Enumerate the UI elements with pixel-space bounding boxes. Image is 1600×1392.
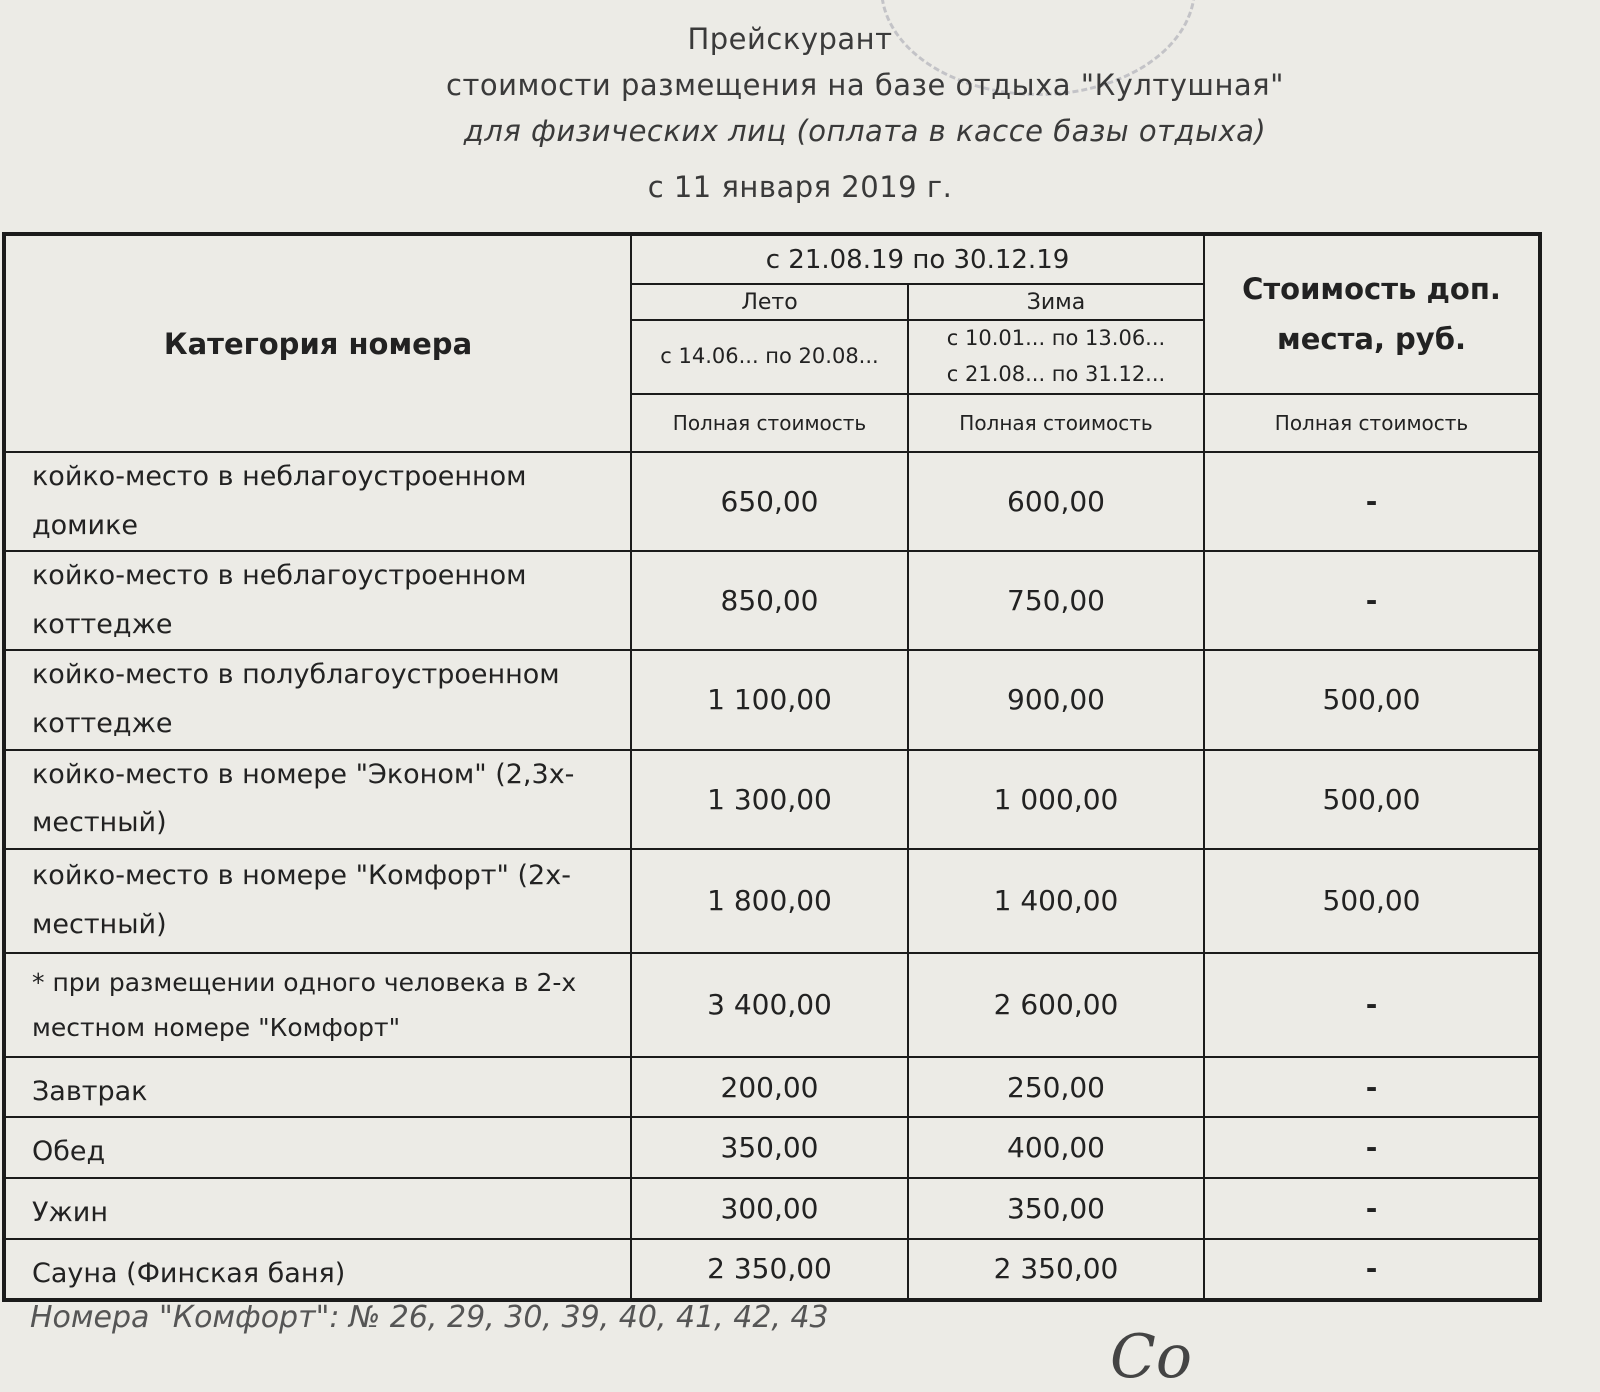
row-summer: 650,00 [631, 452, 908, 551]
table-row [4, 551, 1540, 650]
price-table [2, 232, 1542, 1302]
handwritten-signature: Со [1110, 1322, 1193, 1392]
row-name: койко-место в неблагоустроенном домике [4, 452, 631, 551]
header-period: с 21.08.19 по 30.12.19 [631, 234, 1204, 284]
row-winter: 750,00 [908, 551, 1204, 650]
row-winter: 1 400,00 [908, 849, 1204, 953]
row-summer: 2 350,00 [631, 1239, 908, 1301]
table-row [4, 1057, 1540, 1118]
row-winter: 350,00 [908, 1178, 1204, 1239]
table-row [4, 452, 1540, 551]
row-extra: - [1204, 1057, 1540, 1118]
header-full-price-summer: Полная стоимость [631, 394, 908, 452]
row-summer: 350,00 [631, 1117, 908, 1178]
row-winter: 900,00 [908, 650, 1204, 749]
row-name: койко-место в номере "Эконом" (2,3х-местный) [4, 750, 631, 849]
row-name: койко-место в полублагоустроенном коттедже [4, 650, 631, 749]
header-winter: Зима [908, 284, 1204, 320]
header-summer: Лето [631, 284, 908, 320]
row-extra: 500,00 [1204, 849, 1540, 953]
document-header [0, 22, 1600, 204]
table-row [4, 750, 1540, 849]
table-row [4, 650, 1540, 749]
row-name: Ужин [4, 1178, 631, 1239]
row-extra: 500,00 [1204, 750, 1540, 849]
header-full-price-extra: Полная стоимость [1204, 394, 1540, 452]
header-winter-range [908, 320, 1204, 394]
comfort-rooms-note: Номера "Комфорт": № 26, 29, 30, 39, 40, 41, 42, 43 [30, 1300, 829, 1335]
header-category: Категория номера [4, 234, 631, 452]
header-summer-range: с 14.06... по 20.08... [631, 320, 908, 394]
winter-range-1: с 10.01... по 13.06... [946, 326, 1166, 351]
header-extra-place: Стоимость доп. места, руб. [1204, 234, 1540, 394]
row-extra: - [1204, 1178, 1540, 1239]
row-name: Обед [4, 1117, 631, 1178]
table-row [4, 1117, 1540, 1178]
row-extra: 500,00 [1204, 650, 1540, 749]
row-extra: - [1204, 551, 1540, 650]
doc-date: с 11 января 2019 г. [647, 170, 953, 204]
row-name: Завтрак [4, 1057, 631, 1118]
table-row [4, 1178, 1540, 1239]
doc-subtitle: стоимости размещения на базе отдыха "Култушная" [446, 68, 1284, 102]
table-row [4, 953, 1540, 1057]
row-summer: 3 400,00 [631, 953, 908, 1057]
row-winter: 600,00 [908, 452, 1204, 551]
table-row [4, 849, 1540, 953]
winter-range-2: с 21.08... по 31.12... [946, 362, 1166, 386]
row-name: * при размещении одного человека в 2-х местном номере "Комфорт" [4, 953, 631, 1057]
row-winter: 2 600,00 [908, 953, 1204, 1057]
row-winter: 1 000,00 [908, 750, 1204, 849]
row-summer: 300,00 [631, 1178, 908, 1239]
doc-title: Прейскурант [687, 22, 893, 56]
header-full-price-winter: Полная стоимость [908, 394, 1204, 452]
row-extra: - [1204, 452, 1540, 551]
doc-subtitle-italic: для физических лиц (оплата в кассе базы отдыха) [463, 114, 1267, 148]
row-extra: - [1204, 1239, 1540, 1301]
row-summer: 1 800,00 [631, 849, 908, 953]
row-winter: 250,00 [908, 1057, 1204, 1118]
row-summer: 1 300,00 [631, 750, 908, 849]
row-winter: 400,00 [908, 1117, 1204, 1178]
row-extra: - [1204, 953, 1540, 1057]
table-row [4, 1239, 1540, 1301]
row-extra: - [1204, 1117, 1540, 1178]
row-summer: 1 100,00 [631, 650, 908, 749]
row-summer: 200,00 [631, 1057, 908, 1118]
row-winter: 2 350,00 [908, 1239, 1204, 1301]
row-name: койко-место в номере "Комфорт" (2х-местный) [4, 849, 631, 953]
row-name: Сауна (Финская баня) [4, 1239, 631, 1301]
row-summer: 850,00 [631, 551, 908, 650]
row-name: койко-место в неблагоустроенном коттедже [4, 551, 631, 650]
